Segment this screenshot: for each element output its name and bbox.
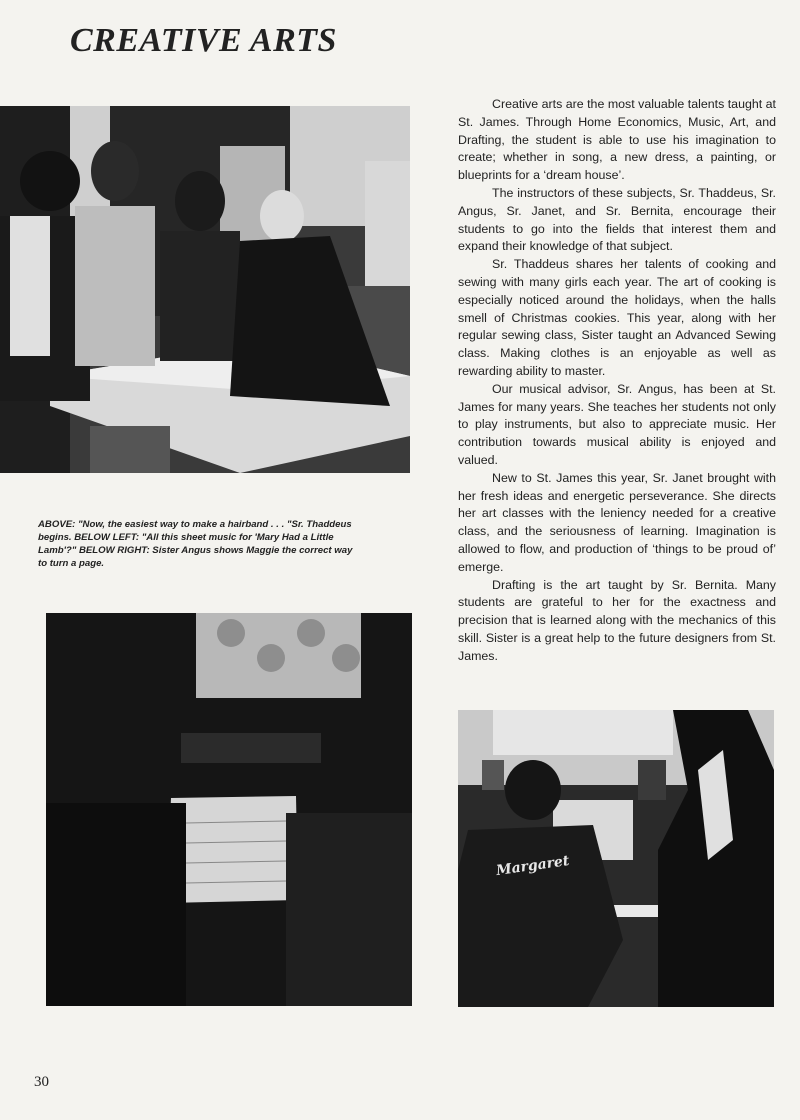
article-paragraph: The instructors of these subjects, Sr. Thaddeus, Sr. Angus, Sr. Janet, and Sr. Bernita, encourage their students to go into the fields that interest them and expand their knowledge of that subject. (458, 185, 776, 254)
photo-caption: ABOVE: "Now, the easiest way to make a hairband . . . "Sr. Thaddeus begins. BELOW LEFT: "All this sheet music for 'Mary Had a Little Lamb'?" BELOW RIGHT: Sister Angus shows Maggie the correct way to turn a page. (38, 519, 353, 569)
sewing-class-photo (0, 106, 410, 473)
jacket-lettering: Margaret (495, 852, 571, 880)
article-body (458, 96, 776, 666)
piano-sheet-music-photo (46, 613, 412, 1006)
page-number: 30 (34, 1074, 49, 1090)
page-title: CREATIVE ARTS (70, 22, 337, 59)
article-paragraph: Creative arts are the most valuable talents taught at St. James. Through Home Economics, Music, Art, and Drafting, the student is able to use his imagination to create; whether in song, a new dress, a painting, or blueprints for a ‘dream house’. (458, 97, 776, 183)
article-paragraph: Drafting is the art taught by Sr. Bernita. Many students are grateful to her for the exactness and precision that is learned along with the mechanics of this skill. Sister is a great help to the future designers from St. James. (458, 577, 776, 663)
piano-lesson-photo (458, 710, 774, 1007)
article-paragraph: Our musical advisor, Sr. Angus, has been at St. James for many years. She teaches her students not only to play instruments, but also to appreciate music. Her contribution towards musical ability is enjoyed and valued. (458, 381, 776, 467)
article-paragraph: Sr. Thaddeus shares her talents of cooking and sewing with many girls each year. The art of cooking is especially noticed around the holidays, when the halls smell of Christmas cookies. This year, along with her regular sewing class, Sister taught an Advanced Sewing class. Making clothes is an enjoyable as well as rewarding ability to master. (458, 257, 776, 378)
article-paragraph: New to St. James this year, Sr. Janet brought with her fresh ideas and energetic perseverance. She directs her art classes with the leniency needed for a creative class, and the seriousness of learning. Imagination is allowed to flow, and production of ‘things to be proud of’ emerge. (458, 470, 776, 574)
